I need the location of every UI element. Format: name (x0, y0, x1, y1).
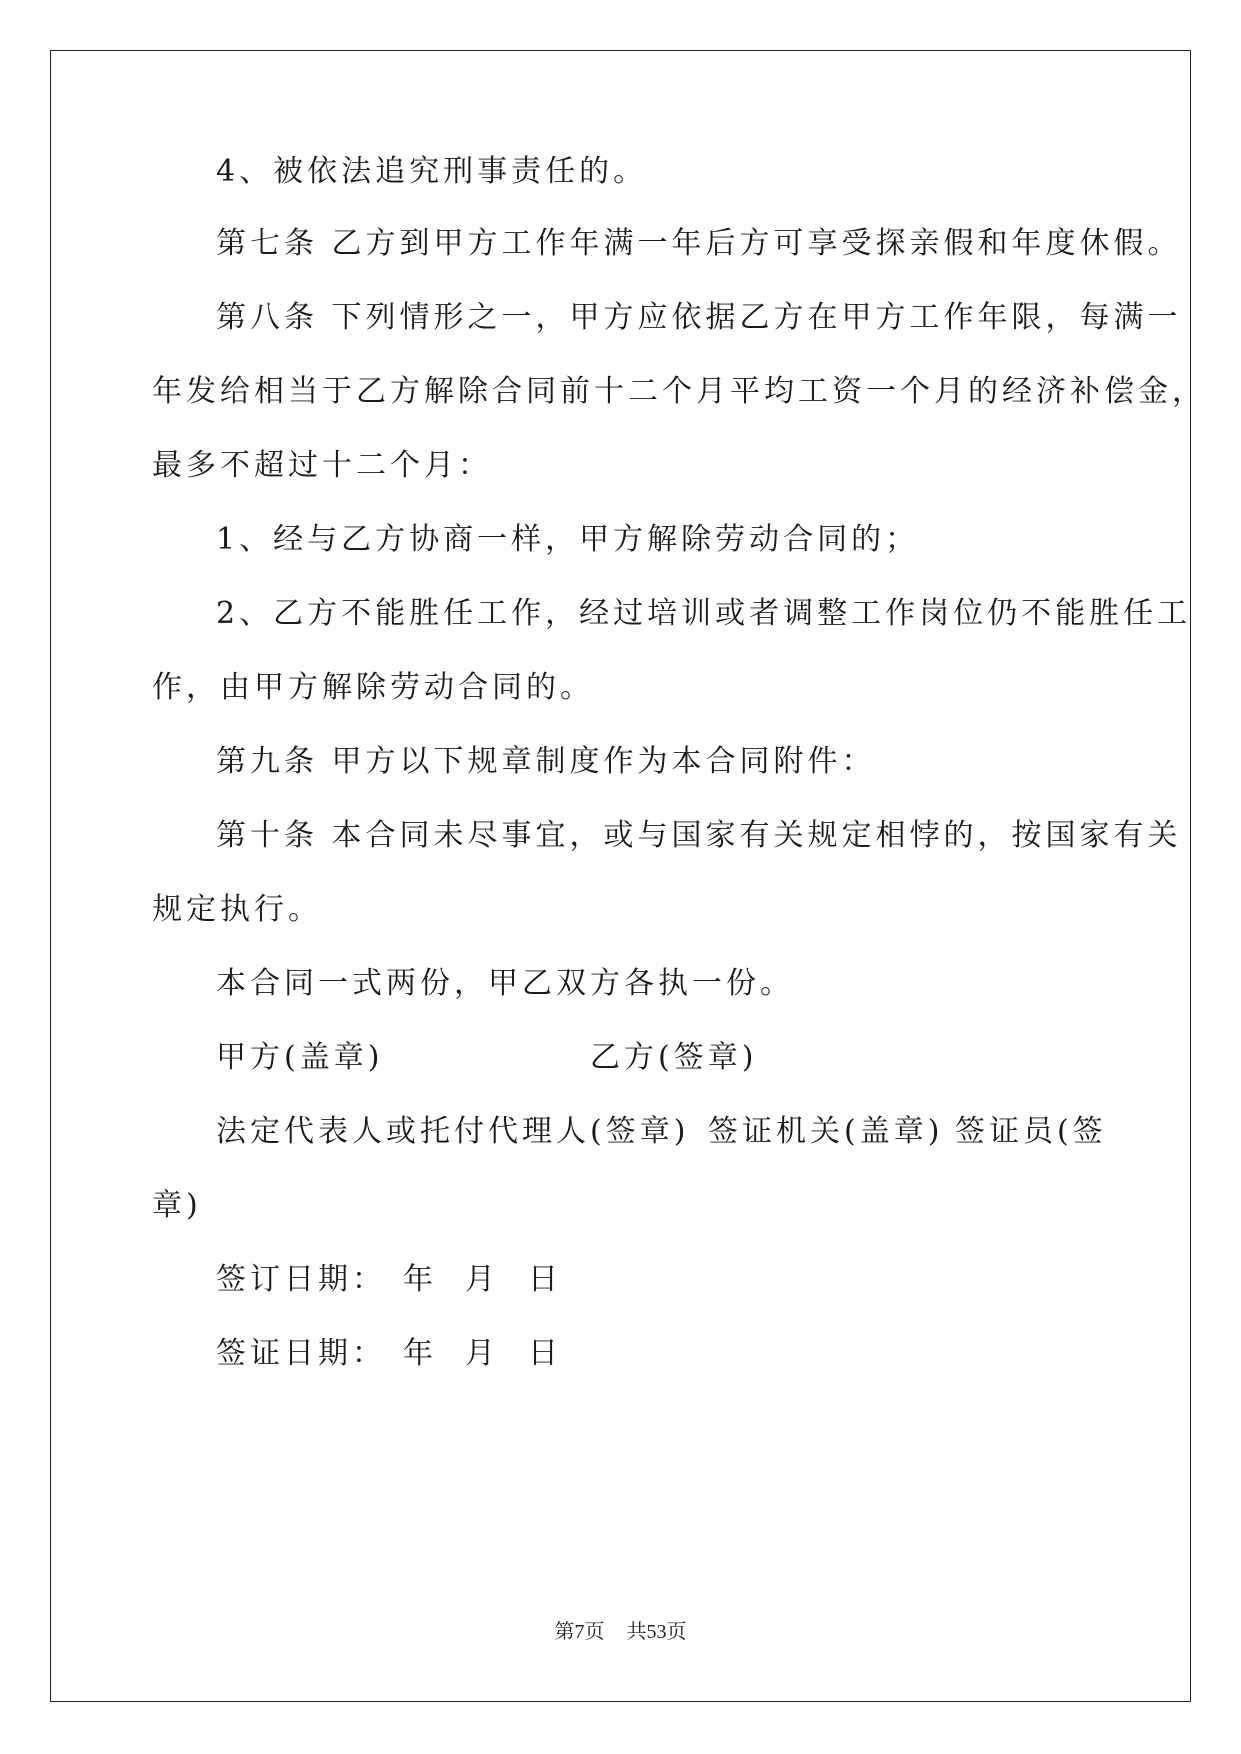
page-number-total: 共53页 (626, 1621, 687, 1643)
article-8-item-2-line-1: 2、乙方不能胜任工作，经过培训或者调整工作岗位仍不能胜任工 (216, 596, 1192, 631)
article-8-line-3: 最多不超过十二个月： (152, 448, 492, 483)
certification-date-day: 日 (528, 1336, 562, 1371)
signing-date-day: 日 (528, 1262, 562, 1297)
representative-signature: 法定代表人或托付代理人(签章) (216, 1114, 690, 1149)
certification-date-year: 年 (403, 1336, 437, 1371)
article-8-line-2: 年发给相当于乙方解除合同前十二个月平均工资一个月的经济补偿金， (152, 374, 1206, 409)
article-10-line-2: 规定执行。 (152, 892, 322, 927)
page-number-current: 第7页 (554, 1621, 605, 1643)
certification-date-month: 月 (465, 1336, 499, 1371)
article-8-item-2-line-2: 作，由甲方解除劳动合同的。 (152, 670, 594, 705)
article-8-item-1: 1、经与乙方协商一样，甲方解除劳动合同的； (216, 522, 920, 557)
signing-date-month: 月 (465, 1262, 499, 1297)
article-8-line-1: 第八条 下列情形之一，甲方应依据乙方在甲方工作年限，每满一 (216, 300, 1182, 335)
signing-date-year: 年 (403, 1262, 437, 1297)
certifying-authority-seal: 签证机关(盖章) (708, 1114, 944, 1149)
copies-statement: 本合同一式两份，甲乙双方各执一份。 (216, 966, 794, 1001)
article-7: 第七条 乙方到甲方工作年满一年后方可享受探亲假和年度休假。 (216, 226, 1182, 261)
certifier-signature-start: 签证员(签 (955, 1114, 1107, 1149)
party-a-seal: 甲方(盖章) (216, 1040, 384, 1075)
signing-date-label: 签订日期： (216, 1262, 386, 1297)
certifier-signature-end: 章) (152, 1188, 202, 1223)
clause-item-4: 4、被依法追究刑事责任的。 (216, 154, 648, 189)
article-9: 第九条 甲方以下规章制度作为本合同附件： (216, 744, 876, 779)
article-10-line-1: 第十条 本合同未尽事宜，或与国家有关规定相悖的，按国家有关 (216, 818, 1182, 853)
page-footer (0, 1620, 1241, 1644)
certification-date-label: 签证日期： (216, 1336, 386, 1371)
party-b-signature: 乙方(签章) (590, 1040, 758, 1075)
